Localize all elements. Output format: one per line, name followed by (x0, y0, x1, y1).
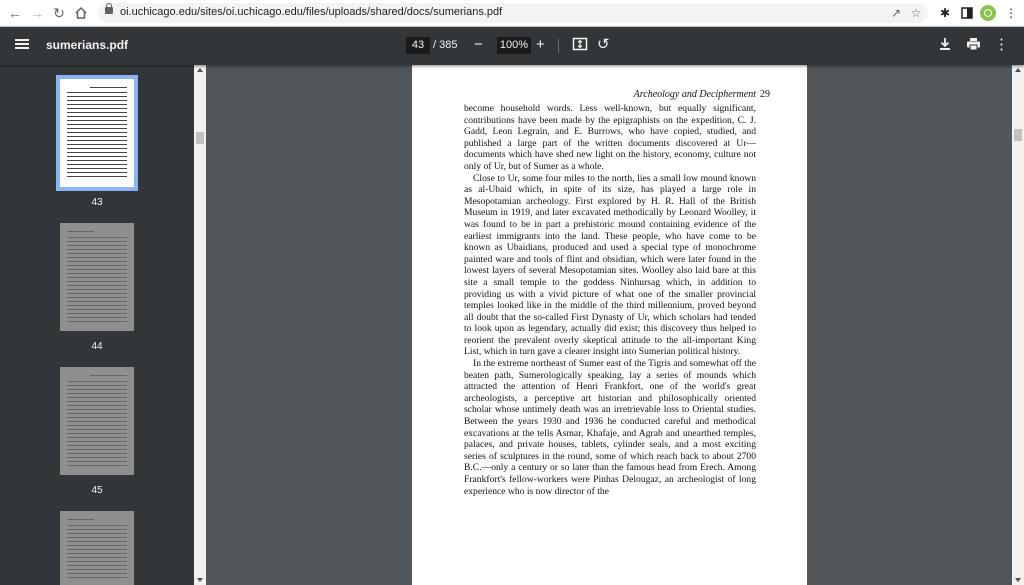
running-head: Archeology and Decipherment (633, 89, 756, 100)
sidebar-scroll-thumb[interactable] (196, 132, 204, 144)
sidepanel-icon[interactable] (958, 4, 976, 22)
thumbnail-page-45[interactable] (60, 367, 134, 475)
document-title: sumerians.pdf (46, 38, 129, 52)
page-total: / 385 (433, 39, 458, 51)
viewer-scroll-thumb[interactable] (1014, 129, 1022, 141)
fit-page-icon (572, 37, 588, 51)
extensions-icon[interactable]: ✱ (939, 6, 951, 20)
rotate-button[interactable] (597, 36, 610, 54)
print-icon (966, 37, 981, 51)
scroll-up-icon[interactable] (1015, 68, 1021, 72)
print-button[interactable] (966, 37, 981, 56)
back-button[interactable] (6, 4, 24, 22)
minus-icon: − (474, 36, 483, 53)
viewer-scrollbar[interactable] (1012, 65, 1024, 585)
reload-icon: ↻ (53, 5, 65, 21)
home-button[interactable] (72, 4, 90, 22)
paragraph: become household words. Less well-known, but equally significant, contributions have been made by the epigraphists on the expedition, C. J. Gadd, Leon Legrain, and E. Burrows, who have copied, studied, and published a large part of the written documents discovered at Ur—documents which have shed new light on the history, economy, culture not only of Ur, but of Sumer as a whole. (464, 103, 756, 172)
profile-avatar[interactable] (980, 5, 996, 21)
arrow-right-icon: → (30, 5, 44, 21)
share-icon[interactable]: ↗ (890, 6, 902, 20)
thumbnail-page-44[interactable] (60, 223, 134, 331)
more-options-button[interactable] (994, 36, 1009, 54)
pdf-viewer (206, 65, 1012, 585)
thumbnail-page-43[interactable] (60, 79, 134, 187)
fit-page-button[interactable] (572, 37, 588, 56)
address-bar[interactable] (98, 3, 928, 23)
star-icon[interactable]: ☆ (910, 6, 922, 20)
url-text: oi.uchicago.edu/sites/oi.uchicago.edu/files/uploads/shared/docs/sumerians.pdf (120, 6, 503, 18)
lock-icon (105, 7, 113, 14)
reload-button[interactable] (50, 4, 68, 22)
zoom-in-button[interactable] (536, 36, 545, 54)
scroll-up-icon[interactable] (197, 68, 203, 72)
page-text (464, 103, 756, 497)
browser-bar (0, 0, 1024, 27)
sidebar-scrollbar[interactable] (194, 65, 206, 585)
browser-menu-icon[interactable]: ⋮ (1005, 6, 1017, 20)
home-icon (74, 6, 88, 20)
page-number-input[interactable]: 43 (406, 37, 430, 54)
rotate-icon: ↺ (597, 36, 610, 53)
download-icon (938, 37, 952, 51)
pdf-page (412, 65, 807, 585)
arrow-left-icon: ← (8, 5, 22, 21)
zoom-out-button[interactable] (474, 36, 483, 54)
hamburger-icon (14, 37, 30, 51)
thumbnail-page-46[interactable] (60, 511, 134, 585)
page-folio: 29 (760, 89, 770, 100)
download-button[interactable] (938, 37, 952, 56)
pdf-toolbar (0, 27, 1024, 65)
zoom-input[interactable]: 100% (497, 37, 531, 54)
paragraph: In the extreme northeast of Sumer east of the Tigris and somewhat off the beaten path, Sumerologically speaking, lay a series of mounds which attracted the attention of Henri Frankfort, one of the world's great archeologists, a perceptive art historian and philosophically oriented scholar whose untimely death was an irretrievable loss to Oriental studies. Between the years 1930 and 1936 he conducted careful and methodical excavations at the tells Asmar, Khafaje, and Agrab and unearthed temples, palaces, and private houses, tablets, cylinder seals, and a most exciting series of sculptures in the round, some of which reach back to about 2700 B.C.—only a century or so later than the famous head from Erech. Among Frankfort's fellow-workers were Pinhas Delougaz, an archeologist of long experience who is now director of the (464, 358, 756, 497)
thumbnail-label: 45 (91, 485, 103, 496)
plus-icon: + (536, 36, 545, 53)
paragraph: Close to Ur, some four miles to the north, lies a small low mound known as al-Ubaid which, in spite of its size, has played a large role in Mesopotamian archeology. First explored by H. R. Hall of the British Museum in 1919, and later excavated methodically by Leonard Woolley, it was found to be in part a prehistoric mound containing evidence of the earliest immigrants into the land. These people, who have come to be known as Ubaidians, produced and used a special type of monochrome painted ware and tools of flint and obsidian, which were later found in the lowest layers of several Mesopotamian sites. Woolley also laid bare at this site a small temple to the goddess Ninhursag which, in addition to providing us with a vivid picture of what one of the smaller provincial temples looked like in the middle of the third millennium, proved beyond all doubt that the so-called First Dynasty of Ur, which scholars had tended to look upon as legendary, actually did exist; this discovery thus helped to reorient the prevalent overly skeptical attitude to the all-important King List, which in turn gave a clearer insight into Sumerian political history. (464, 172, 756, 358)
menu-button[interactable] (14, 37, 30, 56)
scroll-down-icon[interactable] (1015, 578, 1021, 582)
scroll-down-icon[interactable] (197, 578, 203, 582)
more-vertical-icon: ⋮ (994, 36, 1009, 53)
thumbnail-label: 44 (91, 341, 103, 352)
toolbar-divider (558, 39, 559, 53)
forward-button[interactable] (28, 4, 46, 22)
thumbnail-label: 43 (91, 197, 103, 208)
thumbnail-sidebar (0, 65, 194, 585)
